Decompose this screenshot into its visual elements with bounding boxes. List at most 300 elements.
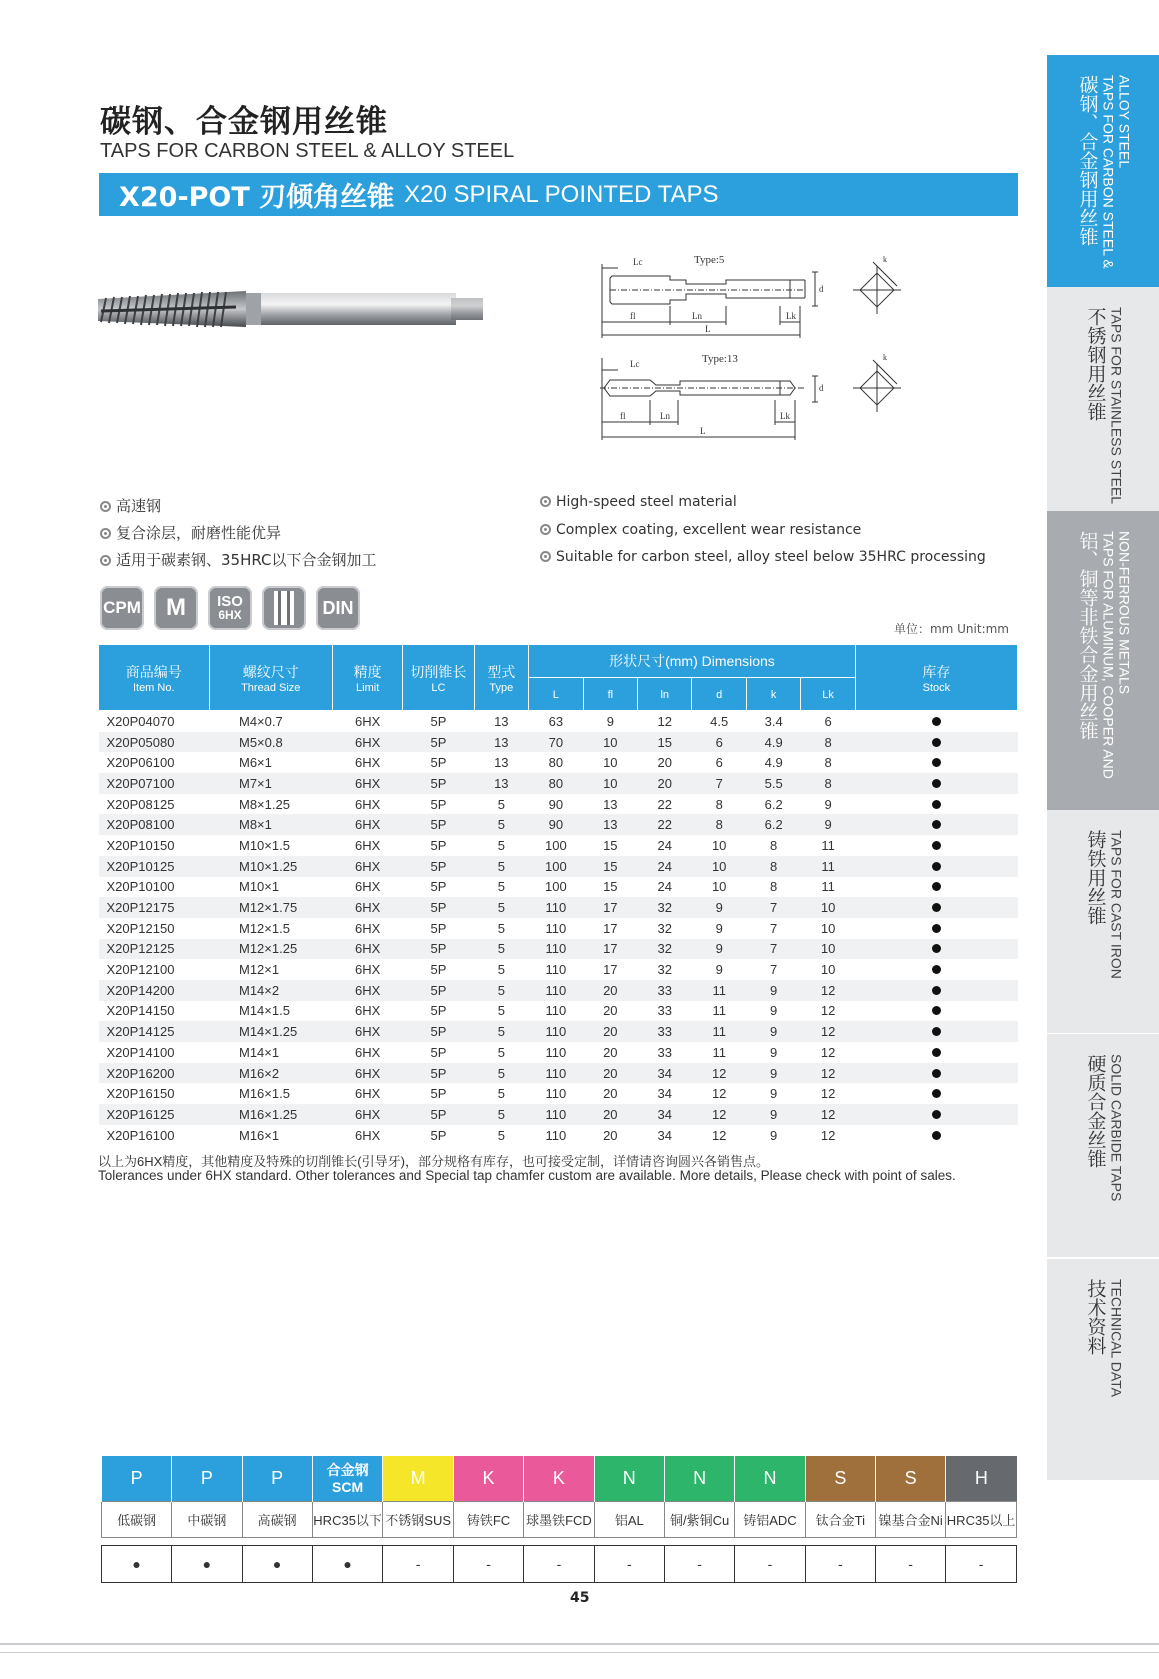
spec-table-body: [99, 711, 1018, 1146]
table-cell: 10: [820, 920, 836, 936]
material-suitability-cell: -: [383, 1546, 453, 1583]
dim-label-lk-13: Lk: [780, 411, 790, 421]
table-cell: 5P: [430, 1003, 447, 1019]
table-cell: 10: [711, 879, 727, 895]
material-suitability-cell: ●: [102, 1546, 172, 1583]
table-cell: 5P: [403, 1063, 474, 1084]
table-cell: 6HX: [355, 1044, 381, 1060]
table-cell: X20P12100: [106, 962, 175, 978]
table-cell: 9: [715, 962, 723, 978]
table-cell: 6: [715, 755, 723, 771]
table-row: [99, 1001, 1018, 1022]
stock-cell: [855, 752, 1017, 773]
technical-drawing: [590, 250, 930, 450]
side-tab-carbide[interactable]: [1047, 1033, 1159, 1257]
table-cell: 5: [474, 980, 529, 1001]
table-cell: 110: [545, 1086, 567, 1102]
bullet-icon: [540, 551, 551, 562]
m-badge-icon: M: [154, 586, 198, 630]
dim-label-lc: Lc: [633, 257, 643, 267]
table-cell: 12: [820, 1086, 836, 1102]
table-cell: 63: [548, 713, 564, 729]
table-cell: X20P14125: [99, 1021, 210, 1042]
table-cell: 3.4: [764, 713, 783, 729]
table-row: [99, 794, 1018, 815]
table-cell: M16×1.25: [209, 1104, 332, 1125]
table-cell: 32: [638, 939, 692, 960]
table-row: [99, 959, 1018, 980]
table-cell: 33: [657, 1044, 672, 1060]
table-cell: 11: [821, 837, 835, 853]
cpm-badge-icon: CPM: [100, 586, 144, 630]
feature-en-3: [540, 549, 986, 565]
table-cell: 12: [801, 1021, 855, 1042]
table-cell: 6: [824, 713, 832, 729]
material-suitability-cell: ●: [172, 1546, 242, 1583]
table-row: [99, 939, 1018, 960]
table-cell: 12: [657, 713, 672, 729]
material-code-cell: K: [453, 1456, 523, 1502]
table-cell: 20: [603, 1086, 618, 1102]
stock-cell: [855, 711, 1017, 732]
table-cell: 6HX: [332, 939, 402, 960]
side-tab-label-cn: 硬质合金丝锥: [1084, 1054, 1106, 1168]
col-type: 型式 Type: [474, 645, 529, 711]
material-code-cell: N: [735, 1456, 805, 1502]
dim-label-lc-13: Lc: [630, 359, 640, 369]
table-cell: 7: [770, 962, 778, 978]
table-cell: 22: [657, 796, 672, 812]
table-cell: 15: [638, 732, 692, 753]
table-cell: 10: [801, 939, 855, 960]
type13-label: Type:13: [702, 353, 738, 365]
table-cell: 5: [497, 962, 505, 978]
table-cell: M16×1: [239, 1127, 280, 1143]
table-cell: 110: [545, 920, 567, 936]
table-cell: 8: [824, 755, 832, 771]
material-label-cell: 不锈钢SUS: [383, 1502, 453, 1538]
iso-6hx-badge-icon: ISO 6HX: [208, 586, 252, 630]
table-cell: 17: [603, 920, 618, 936]
material-suitability-cell: -: [875, 1546, 945, 1583]
feature-text: High-speed steel material: [556, 494, 737, 510]
table-cell: 6HX: [332, 773, 402, 794]
dim-label-d-13: d: [819, 383, 824, 393]
table-cell: 20: [638, 773, 692, 794]
table-cell: 5: [497, 796, 505, 812]
feature-cn-1: [100, 495, 161, 516]
table-cell: 5: [497, 837, 505, 853]
table-cell: 6HX: [332, 1063, 402, 1084]
table-cell: 5P: [430, 1086, 447, 1102]
material-suitability-cell: -: [805, 1546, 875, 1583]
table-cell: 24: [657, 879, 672, 895]
table-cell: 110: [529, 897, 584, 918]
table-cell: 8: [746, 856, 800, 877]
table-cell: 12: [711, 1086, 727, 1102]
material-label-cell: 球墨铁FCD: [524, 1502, 594, 1538]
table-cell: 9: [746, 1104, 800, 1125]
table-cell: 12: [801, 980, 855, 1001]
tap-product-image: [96, 285, 491, 335]
material-suitability-cell: -: [664, 1546, 734, 1583]
table-cell: 11: [712, 1003, 726, 1019]
side-tab-nonferrous[interactable]: [1047, 511, 1159, 810]
table-cell: 8: [692, 814, 746, 835]
table-cell: 9: [606, 713, 614, 729]
table-cell: 33: [657, 1003, 672, 1019]
banner-sub-title: X20 SPIRAL POINTED TAPS: [404, 180, 719, 208]
table-cell: 5P: [403, 897, 474, 918]
in-stock-dot-icon: [932, 800, 941, 809]
product-banner: [99, 173, 1018, 216]
table-cell: 33: [638, 1021, 692, 1042]
in-stock-dot-icon: [932, 903, 941, 912]
table-cell: 9: [692, 939, 746, 960]
table-row: [99, 773, 1018, 794]
table-cell: 6HX: [332, 980, 402, 1001]
table-cell: 5: [474, 1021, 529, 1042]
table-cell: 5: [474, 1063, 529, 1084]
table-cell: X20P07100: [99, 773, 210, 794]
material-label-cell: 铜/紫铜Cu: [664, 1502, 734, 1538]
table-cell: 110: [529, 980, 584, 1001]
col-d: d: [692, 678, 746, 711]
stock-cell: [855, 835, 1017, 856]
table-cell: 6.2: [746, 814, 800, 835]
table-cell: 20: [603, 1044, 618, 1060]
table-cell: M7×1: [209, 773, 332, 794]
table-cell: 70: [529, 732, 584, 753]
table-cell: 10: [711, 837, 727, 853]
table-row: [99, 835, 1018, 856]
table-cell: 5: [474, 1104, 529, 1125]
table-cell: M10×1: [239, 879, 280, 895]
in-stock-dot-icon: [932, 1048, 941, 1057]
table-cell: 10: [583, 732, 637, 753]
material-suitability-cell: -: [524, 1546, 594, 1583]
in-stock-dot-icon: [932, 1069, 941, 1078]
table-cell: 11: [692, 980, 746, 1001]
table-cell: 80: [548, 755, 564, 771]
table-cell: 5P: [403, 773, 474, 794]
side-tab-label-en: TAPS FOR STAINLESS STEEL: [1108, 307, 1125, 505]
in-stock-dot-icon: [932, 1027, 941, 1036]
material-code-cell: 合金钢 SCM: [312, 1456, 383, 1502]
feature-text: Complex coating, excellent wear resistance: [556, 522, 862, 538]
material-table: [101, 1456, 1017, 1583]
table-cell: 5: [474, 856, 529, 877]
table-cell: 7: [692, 773, 746, 794]
table-cell: M16×2: [209, 1063, 332, 1084]
table-cell: 5P: [430, 755, 447, 771]
side-tab-cast-iron[interactable]: [1047, 810, 1159, 1033]
material-label-cell: 镍基合金Ni: [875, 1502, 945, 1538]
table-cell: 5P: [430, 920, 447, 936]
table-cell: 12: [801, 1104, 855, 1125]
col-ln: ln: [638, 678, 692, 711]
table-cell: 8: [801, 732, 855, 753]
table-cell: 9: [770, 1127, 778, 1143]
feature-text: 高速钢: [116, 497, 162, 515]
table-row: [99, 877, 1018, 898]
side-tab-label-cn: 技术资料: [1084, 1279, 1106, 1355]
material-suitability-cell: -: [735, 1546, 805, 1583]
material-label-cell: 高碳钢: [242, 1502, 312, 1538]
table-cell: M12×1: [239, 962, 280, 978]
footer-line: [0, 1643, 1159, 1645]
table-cell: M8×1.25: [239, 796, 290, 812]
table-cell: 12: [801, 1063, 855, 1084]
table-cell: 12: [692, 1063, 746, 1084]
material-suitability-cell: -: [946, 1546, 1017, 1583]
bullet-icon: [100, 528, 111, 539]
material-label-cell: 铸铝ADC: [735, 1502, 805, 1538]
page-title-en: TAPS FOR CARBON STEEL & ALLOY STEEL: [100, 140, 515, 162]
stock-cell: [855, 732, 1017, 753]
table-cell: 7: [746, 939, 800, 960]
table-row: [99, 897, 1018, 918]
table-cell: X20P06100: [106, 755, 175, 771]
table-row: [99, 1063, 1018, 1084]
stock-cell: [855, 1042, 1017, 1063]
table-cell: 5: [474, 814, 529, 835]
material-code-cell: N: [594, 1456, 664, 1502]
table-cell: X20P10100: [106, 879, 175, 895]
table-cell: 13: [494, 713, 509, 729]
table-cell: 32: [657, 920, 672, 936]
feature-en-1: [540, 494, 737, 510]
table-cell: 10: [801, 897, 855, 918]
in-stock-dot-icon: [932, 986, 941, 995]
table-cell: 32: [638, 897, 692, 918]
table-cell: 5P: [403, 980, 474, 1001]
table-cell: 6: [692, 732, 746, 753]
table-cell: M12×1.5: [239, 920, 290, 936]
table-cell: 110: [529, 1104, 584, 1125]
stock-cell: [855, 897, 1017, 918]
stock-cell: [855, 980, 1017, 1001]
material-code-cell: M: [383, 1456, 453, 1502]
stock-cell: [855, 1001, 1017, 1022]
table-row: [99, 732, 1018, 753]
side-tab-label-en: TAPS FOR CARBON STEEL &: [1100, 75, 1117, 269]
in-stock-dot-icon: [932, 1089, 941, 1098]
table-cell: 5: [474, 939, 529, 960]
table-cell: X20P16125: [99, 1104, 210, 1125]
side-tab-stainless[interactable]: [1047, 287, 1159, 511]
table-cell: X20P14100: [106, 1044, 175, 1060]
table-cell: X20P12150: [106, 920, 175, 936]
in-stock-dot-icon: [932, 820, 941, 829]
dim-label-fl: fl: [630, 311, 636, 321]
material-label-cell: HRC35以上: [946, 1502, 1017, 1538]
table-cell: M16×1.5: [239, 1086, 290, 1102]
stock-cell: [855, 939, 1017, 960]
side-tab-label-en2: ALLOY STEEL: [1116, 75, 1133, 169]
in-stock-dot-icon: [932, 924, 941, 933]
dim-label-k-13: k: [883, 353, 887, 362]
stock-cell: [855, 814, 1017, 835]
table-cell: 20: [583, 1104, 637, 1125]
table-cell: 22: [638, 814, 692, 835]
in-stock-dot-icon: [932, 882, 941, 891]
material-suitability-cell: ●: [312, 1546, 383, 1583]
table-cell: 34: [657, 1086, 672, 1102]
note-en: Tolerances under 6HX standard. Other tolerances and Special tap chamfer custom are available. More details, Please check with point of sales.: [98, 1168, 956, 1183]
material-code-cell: P: [172, 1456, 242, 1502]
side-tab-carbon-steel[interactable]: [1047, 55, 1159, 287]
table-row: [99, 1042, 1018, 1063]
table-cell: 24: [657, 837, 672, 853]
material-code-cell: H: [946, 1456, 1017, 1502]
table-cell: 5P: [403, 814, 474, 835]
table-cell: 5P: [430, 1127, 447, 1143]
in-stock-dot-icon: [932, 965, 941, 974]
table-cell: 5: [497, 879, 505, 895]
table-cell: X20P10150: [106, 837, 175, 853]
table-cell: 10: [692, 856, 746, 877]
table-cell: 110: [545, 1044, 567, 1060]
material-suitability-row: [102, 1546, 1017, 1583]
table-row: [99, 1083, 1018, 1104]
table-cell: 6HX: [332, 814, 402, 835]
table-cell: 13: [474, 732, 529, 753]
table-cell: 13: [494, 755, 509, 771]
side-tab-label-cn: 铸铁用丝锥: [1084, 830, 1106, 925]
badge-row: [100, 586, 360, 630]
table-cell: 13: [474, 773, 529, 794]
bullet-icon: [100, 501, 111, 512]
table-cell: M8×1: [209, 814, 332, 835]
table-cell: 90: [529, 814, 584, 835]
stock-cell: [855, 877, 1017, 898]
table-cell: 6HX: [355, 1127, 381, 1143]
table-cell: 4.9: [764, 755, 783, 771]
table-cell: X20P16200: [99, 1063, 210, 1084]
din-badge-icon: DIN: [316, 586, 360, 630]
table-cell: 24: [638, 856, 692, 877]
material-code-cell: P: [102, 1456, 172, 1502]
table-cell: 100: [545, 837, 567, 853]
in-stock-dot-icon: [932, 1110, 941, 1119]
table-cell: 100: [545, 879, 567, 895]
table-cell: 20: [603, 1003, 618, 1019]
in-stock-dot-icon: [932, 779, 941, 788]
table-cell: 12: [820, 1127, 836, 1143]
table-cell: 110: [545, 962, 567, 978]
table-cell: 9: [770, 1086, 778, 1102]
table-cell: 12: [820, 1044, 836, 1060]
dim-label-ln: Ln: [692, 311, 702, 321]
table-cell: X20P10125: [99, 856, 210, 877]
note-cn: 以上为6HX精度，其他精度及特殊的切削锥长(引导牙)，部分规格有库存，也可接受定制，详情请咨询圆兴各销售点。: [98, 1154, 769, 1169]
table-cell: 9: [746, 980, 800, 1001]
col-item-no: 商品编号 Item No.: [99, 645, 210, 711]
table-cell: 11: [692, 1021, 746, 1042]
table-cell: M14×1.5: [239, 1003, 290, 1019]
table-cell: 6HX: [332, 1021, 402, 1042]
unit-label: 单位：mm Unit:mm: [893, 622, 1009, 636]
feature-text: Suitable for carbon steel, alloy steel below 35HRC processing: [556, 549, 986, 565]
table-cell: 8: [715, 796, 723, 812]
feature-cn-3: [100, 549, 377, 570]
table-cell: 5: [497, 1044, 505, 1060]
table-cell: 5P: [403, 856, 474, 877]
material-code-row: [102, 1456, 1017, 1502]
table-cell: 6.2: [764, 796, 783, 812]
stock-cell: [855, 959, 1017, 980]
footer-line: [0, 1652, 1159, 1653]
table-cell: 110: [529, 1021, 584, 1042]
table-cell: 8: [770, 879, 778, 895]
table-cell: 6HX: [355, 879, 381, 895]
table-cell: 6HX: [332, 732, 402, 753]
spec-table: [98, 644, 1018, 1145]
table-cell: X20P08125: [106, 796, 175, 812]
page-number: 45: [570, 1590, 590, 1606]
table-cell: 5P: [430, 837, 447, 853]
table-cell: 5.5: [746, 773, 800, 794]
material-label-cell: 铸铁FC: [453, 1502, 523, 1538]
table-cell: 20: [657, 755, 672, 771]
material-label-cell: HRC35以下: [312, 1502, 383, 1538]
table-cell: 90: [548, 796, 564, 812]
straight-flute-badge-icon: [262, 586, 306, 630]
table-cell: 110: [529, 939, 584, 960]
table-cell: 20: [583, 1021, 637, 1042]
table-cell: 6HX: [355, 755, 381, 771]
in-stock-dot-icon: [932, 1131, 941, 1140]
table-cell: 8: [770, 837, 778, 853]
material-code-cell: P: [242, 1456, 312, 1502]
side-tab-technical-data[interactable]: [1047, 1258, 1159, 1480]
table-cell: 20: [603, 1127, 618, 1143]
table-cell: 15: [603, 837, 618, 853]
table-cell: 8: [801, 773, 855, 794]
stock-cell: [855, 773, 1017, 794]
table-cell: 7: [746, 897, 800, 918]
table-cell: 9: [746, 1063, 800, 1084]
table-cell: 7: [770, 920, 778, 936]
table-cell: 9: [770, 1003, 778, 1019]
table-cell: 6HX: [355, 1086, 381, 1102]
table-cell: 15: [603, 879, 618, 895]
col-lc: 切削锥长 LC: [403, 645, 474, 711]
bullet-icon: [540, 496, 551, 507]
dim-label-ln-13: Ln: [660, 411, 670, 421]
material-label-cell: 中碳钢: [172, 1502, 242, 1538]
col-L: L: [529, 678, 584, 711]
table-cell: X20P16150: [106, 1086, 175, 1102]
table-cell: 6HX: [355, 920, 381, 936]
table-row: [99, 856, 1018, 877]
col-k: k: [746, 678, 800, 711]
bullet-icon: [100, 555, 111, 566]
page-title-cn: 碳钢、合金钢用丝锥: [100, 104, 388, 140]
table-cell: 5: [497, 1003, 505, 1019]
table-cell: 6HX: [355, 837, 381, 853]
table-cell: 9: [746, 1021, 800, 1042]
material-suitability-cell: -: [453, 1546, 523, 1583]
side-tab-label-cn: 不锈钢用丝锥: [1084, 307, 1106, 421]
table-cell: M14×2: [209, 980, 332, 1001]
table-cell: 5: [474, 897, 529, 918]
table-cell: 4.5: [710, 713, 729, 729]
table-cell: 5P: [430, 713, 447, 729]
dim-label-l: L: [705, 324, 711, 334]
table-cell: 12: [711, 1127, 727, 1143]
